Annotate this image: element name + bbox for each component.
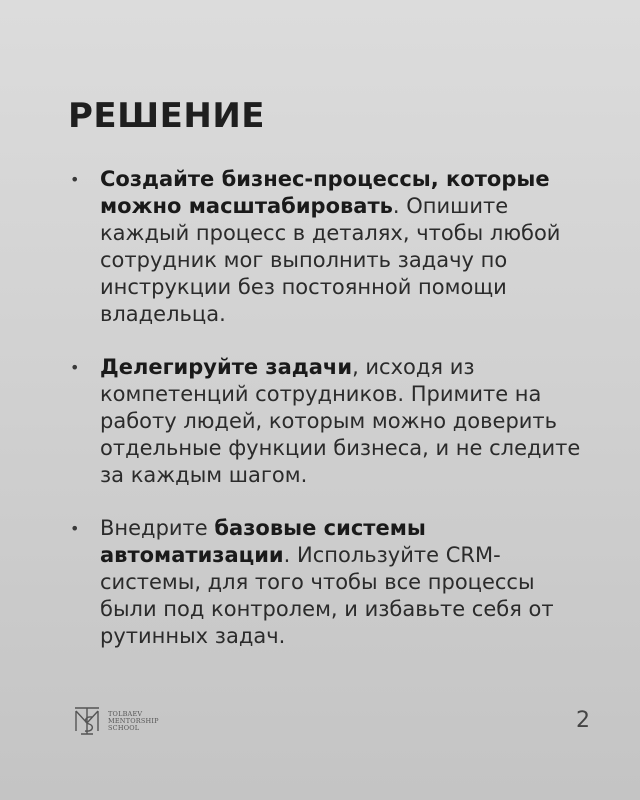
school-logo (72, 705, 159, 737)
list-item (70, 515, 590, 650)
bullet: • (70, 358, 80, 377)
page-number: 2 (576, 708, 590, 733)
item-text: . Используйте CRM-системы, для того чтобы все процессы были под контролем, и избавьте себя от рутинных задач. (100, 543, 554, 648)
bullet: • (70, 519, 80, 538)
item-prefix-text: Внедрите (100, 516, 215, 540)
solution-list (70, 166, 590, 650)
tms-monogram-icon (72, 705, 102, 737)
item-bold-text: Делегируйте задачи (100, 355, 353, 379)
page-title: РЕШЕНИЕ (68, 96, 266, 136)
item-bold-text: Создайте бизнес-процессы, которые можно масштабировать (100, 167, 550, 218)
item-text: , исходя из компетенций сотрудников. Примите на работу людей, которым можно доверить отдельные функции бизнеса, и не следите за каждым шагом. (100, 355, 581, 487)
logo-wordmark: TOLBAEV MENTORSHIP SCHOOL (108, 709, 159, 732)
bullet: • (70, 170, 80, 189)
item-bold-text: базовые системы автоматизации (100, 516, 426, 567)
item-text: . Опишите каждый процесс в деталях, чтобы любой сотрудник мог выполнить задачу по инструкции без постоянной помощи владельца. (100, 194, 561, 326)
list-item (70, 166, 590, 328)
list-item (70, 354, 590, 489)
